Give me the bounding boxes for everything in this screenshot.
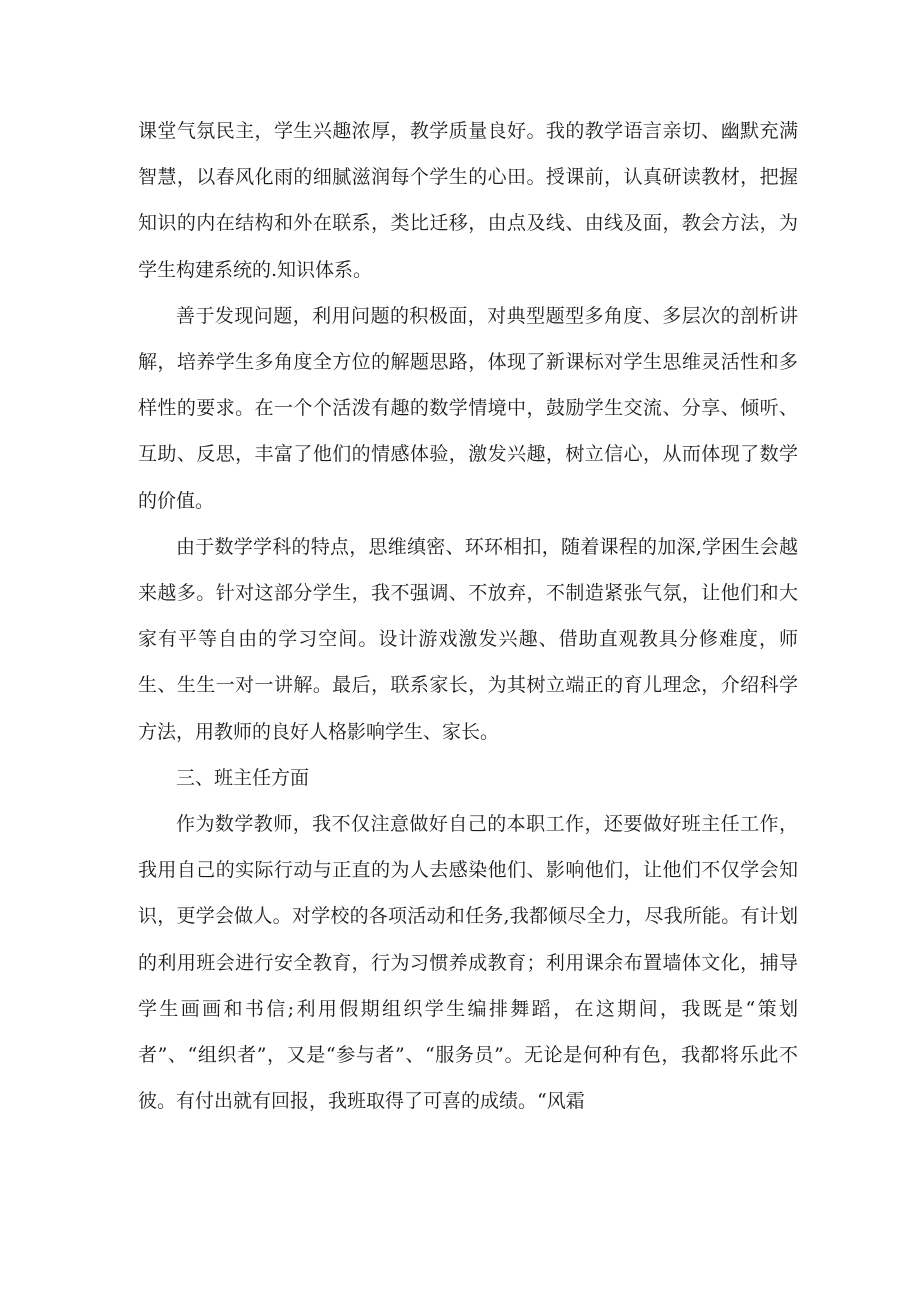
paragraph-problem-analysis: 善于发现问题，利用问题的积极面，对典型题型多角度、多层次的剖析讲解，培养学生多角度全方位的解题思路，体现了新课标对学生思维灵活性和多样性的要求。在一个个活泼有趣的数学情境中，鼓励学生交流、分享、倾听、互助、反思，丰富了他们的情感体验，激发兴趣，树立信心，从而体现了数学的价值。 [138, 304, 798, 512]
section-heading-class-teacher: 三、班主任方面 [176, 766, 310, 789]
paragraph-teaching-atmosphere: 课堂气氛民主，学生兴趣浓厚，教学质量良好。我的教学语言亲切、幽默充满智慧，以春风化雨的细腻滋润每个学生的心田。授课前，认真研读教材，把握知识的内在结构和外在联系，类比迁移，由点及线、由线及面，教会方法，为学生构建系统的.知识体系。 [138, 120, 798, 281]
document-body [138, 108, 798, 1124]
paragraph-struggling-students: 由于数学学科的特点，思维缜密、环环相扣，随着课程的加深,学困生会越来越多。针对这部分学生，我不强调、不放弃，不制造紧张气氛，让他们和大家有平等自由的学习空间。设计游戏激发兴趣、借助直观教具分修难度，师生、生生一对一讲解。最后，联系家长，为其树立端正的育儿理念，介绍科学方法，用教师的良好人格影响学生、家长。 [138, 535, 798, 743]
paragraph-class-teacher-work: 作为数学教师，我不仅注意做好自己的本职工作，还要做好班主任工作，我用自己的实际行动与正直的为人去感染他们、影响他们，让他们不仅学会知识，更学会做人。对学校的各项活动和任务,我都倾尽全力，尽我所能。有计划的利用班会进行安全教育，行为习惯养成教育；利用课余布置墙体文化，捕导学生画画和书信;利用假期组织学生编排舞蹈，在这期间，我既是“策划者”、“组织者”，又是“参与者”、“服务员”。无论是何种有色，我都将乐此不彼。有付出就有回报，我班取得了可喜的成绩。“风霜 [138, 813, 798, 1113]
